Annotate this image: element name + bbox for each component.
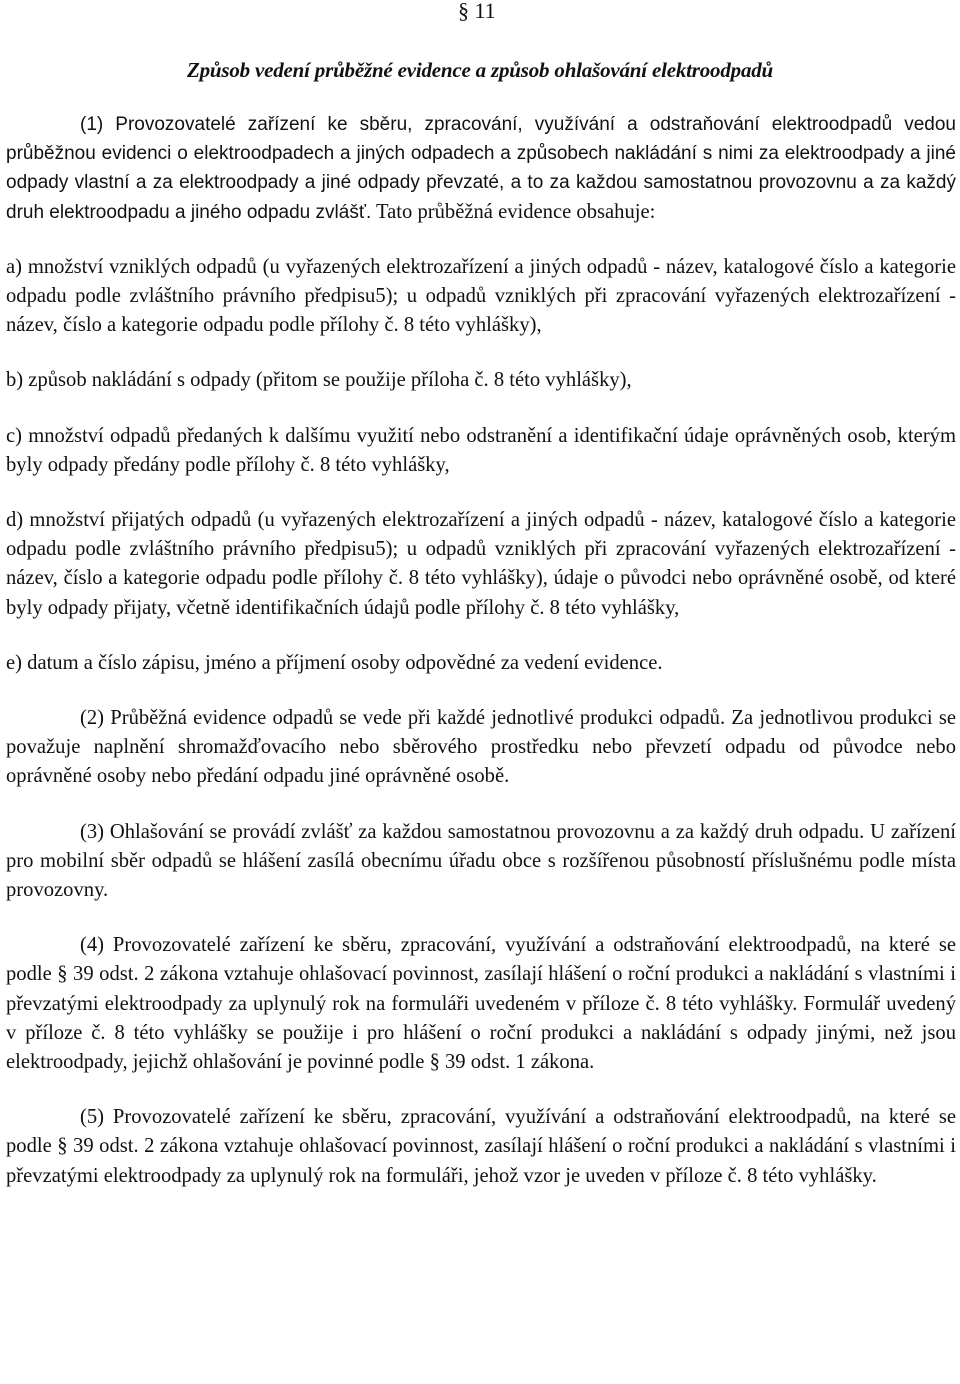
page-title: Způsob vedení průběžné evidence a způsob ohlašování elektroodpadů: [186, 58, 774, 82]
paragraph-5: (5) Provozovatelé zařízení ke sběru, zpracování, využívání a odstraňování elektroodpadů, na které se podle § 39 odst. 2 zákona vztahuje ohlašovací povinnost, zasílají hlášení o roční produkci a nakládání s vlastními i převzatými elektroodpady za uplynulý rok na formuláři, jehož vzor je uveden v příloze č. 8 této vyhlášky.: [6, 1106, 956, 1187]
list-item-a: a) množství vzniklých odpadů (u vyřazených elektrozařízení a jiných odpadů - název, katalogové číslo a kategorie odpadu podle zvláštního právního předpisu5); u odpadů vzniklých při zpracování vyřazených elektrozařízení - název, číslo a kategorie odpadu podle přílohy č. 8 této vyhlášky),: [6, 255, 956, 337]
section-number: § 11: [458, 0, 496, 23]
list-item-e: e) datum a číslo zápisu, jméno a příjmení osoby odpovědné za vedení evidence.: [6, 651, 663, 674]
paragraph-2: (2) Průběžná evidence odpadů se vede při každé jednotlivé produkci odpadů. Za jednotlivou produkci se považuje naplnění shromažďovacího nebo sběrového prostředku nebo převzetí odpadu od původce nebo oprávněné osoby nebo předání odpadu jiné oprávněné osobě.: [6, 707, 956, 788]
paragraph-3: (3) Ohlašování se provádí zvlášť za každou samostatnou provozovnu a za každý druh odpadu. U zařízení pro mobilní sběr odpadů se hlášení zasílá obecnímu úřadu obce s rozšířenou působností příslušnému podle místa provozovny.: [6, 820, 956, 902]
list-item-c: c) množství odpadů předaných k dalšímu využití nebo odstranění a identifikační údaje oprávněných osob, kterým byly odpady předány podle přílohy č. 8 této vyhlášky,: [6, 424, 956, 476]
paragraph-1: [6, 110, 956, 227]
paragraph-1-text: (1) Provozovatelé zařízení ke sběru, zpracování, využívání a odstraňování elektroodpadů vedou průběžnou evidenci o elektroodpadech a jiných odpadech a způsobech nakládání s nimi za elektroodpady a jiné odpady vlastní a za elektroodpady a jiné odpady převzaté, a to za každou samostatnou provozovnu a za každý druh elektroodpadu a jiného odpadu zvlášť.: [6, 114, 956, 223]
list-item-b: b) způsob nakládání s odpady (přitom se použije příloha č. 8 této vyhlášky),: [6, 369, 632, 392]
list-item-d: d) množství přijatých odpadů (u vyřazených elektrozařízení a jiných odpadů - název, katalogové číslo a kategorie odpadu podle zvláštního právního předpisu5); u odpadů vzniklých při zpracování vyřazených elektrozařízení - název, číslo a kategorie odpadu podle přílohy č. 8 této vyhlášky), údaje o původci nebo oprávněné osobě, od které byly odpady přijaty, včetně identifikačních údajů podle přílohy č. 8 této vyhlášky,: [6, 509, 956, 619]
document-body: [6, 110, 956, 1217]
paragraph-4: (4) Provozovatelé zařízení ke sběru, zpracování, využívání a odstraňování elektroodpadů, na které se podle § 39 odst. 2 zákona vztahuje ohlašovací povinnost, zasílají hlášení o roční produkci a nakládání s vlastními i převzatými elektroodpady za uplynulý rok na formuláři uvedeném v příloze č. 8 této vyhlášky. Formulář uvedený v příloze č. 8 této vyhlášky se použije i pro hlášení o roční produkci a nakládání s odpady jinými, než jsou elektroodpady, jejichž ohlašování je povinné podle § 39 odst. 1 zákona.: [6, 934, 956, 1074]
paragraph-1-evidence-intro: Tato průběžná evidence obsahuje:: [371, 200, 656, 223]
